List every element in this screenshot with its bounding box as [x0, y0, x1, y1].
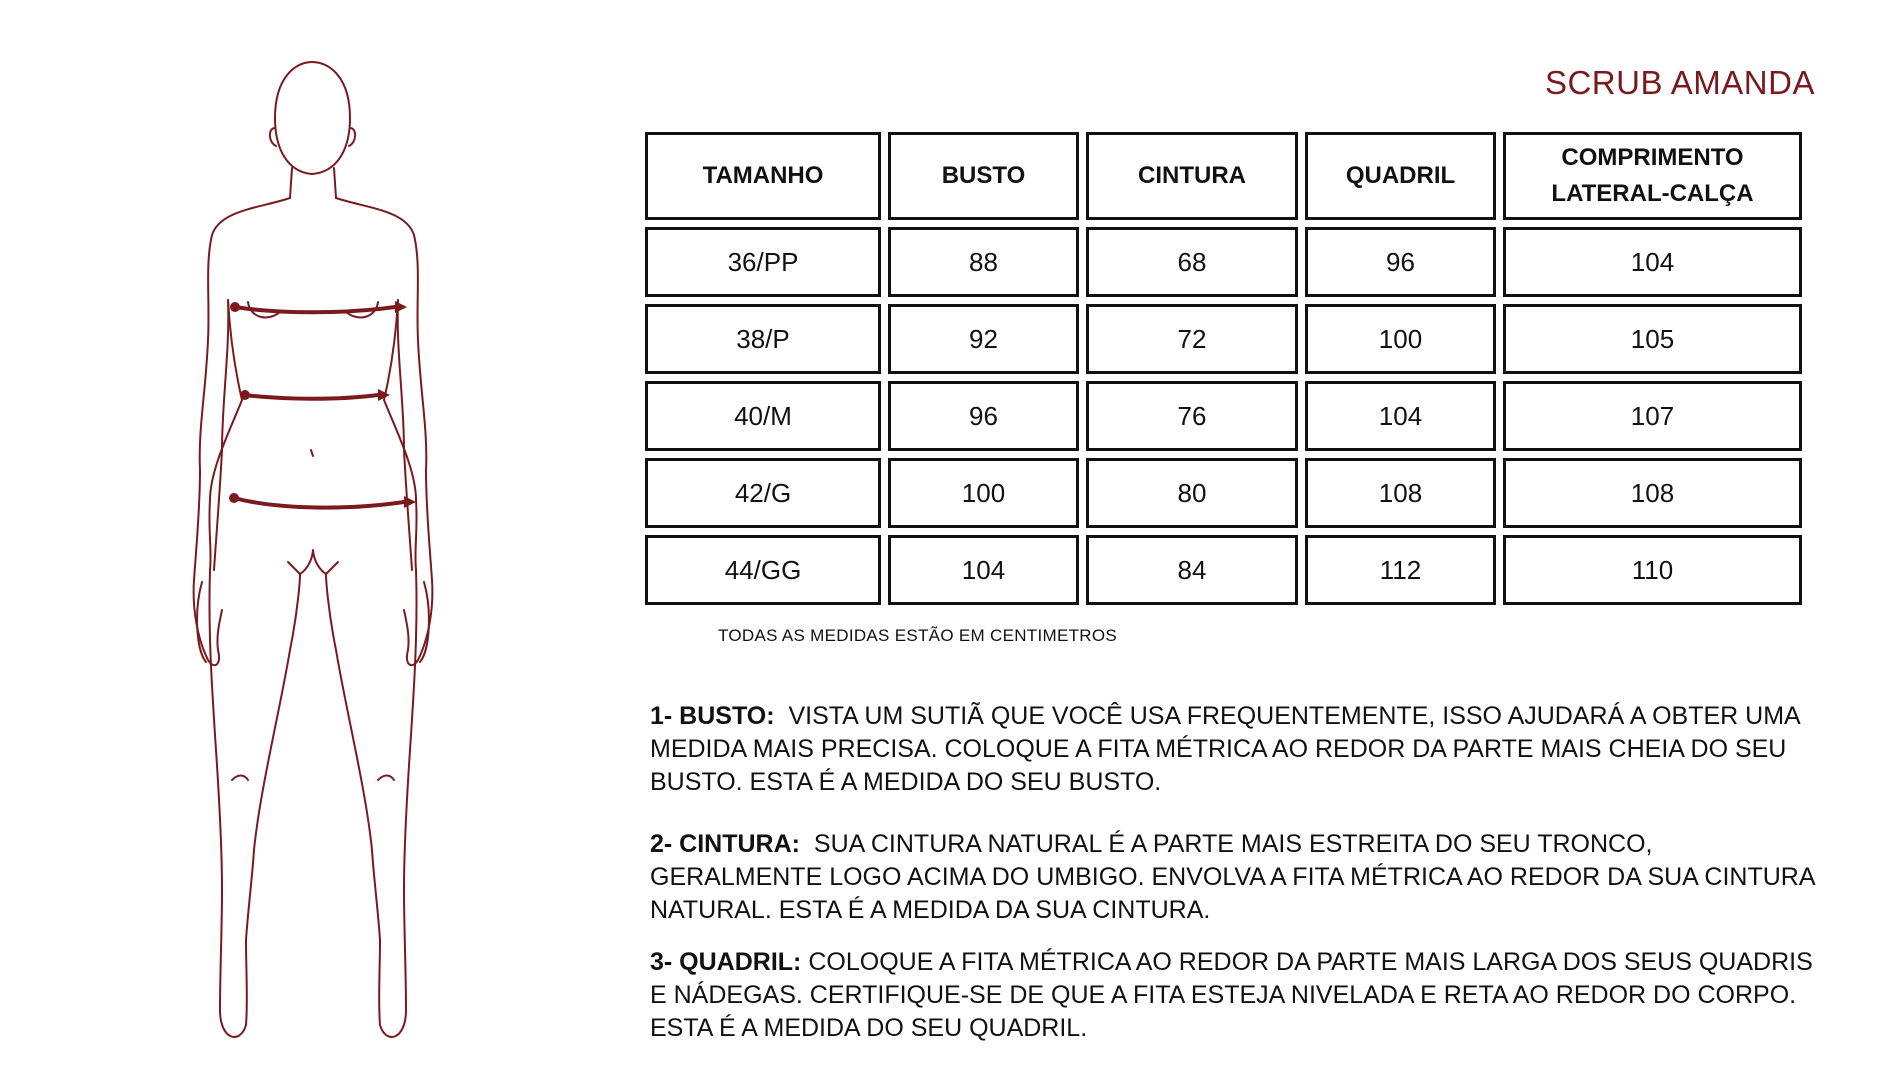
cell-quadril: 104 [1305, 381, 1496, 451]
body-measurement-figure-icon [150, 50, 510, 1060]
table-row [645, 458, 1802, 528]
instruction-quadril [650, 946, 1820, 1045]
instruction-text: VISTA UM SUTIÃ QUE VOCÊ USA FREQUENTEMENTE, ISSO AJUDARÁ A OBTER UMA MEDIDA MAIS PRECISA. COLOQUE A FITA MÉTRICA AO REDOR DA PARTE MAIS CHEIA DO SEU BUSTO. ESTA É A MEDIDA DO SEU BUSTO. [650, 702, 1800, 796]
cell-busto: 104 [888, 535, 1079, 605]
header-comprimento-line1: COMPRIMENTO [1561, 144, 1744, 171]
size-table [638, 125, 1809, 612]
instruction-text: SUA CINTURA NATURAL É A PARTE MAIS ESTREITA DO SEU TRONCO, GERALMENTE LOGO ACIMA DO UMBIGO. ENVOLVA A FITA MÉTRICA AO REDOR DA SUA CINTURA NATURAL. ESTA É A MEDIDA DA SUA CINTURA. [650, 830, 1815, 924]
instruction-cintura [650, 828, 1820, 927]
cell-cintura: 80 [1086, 458, 1298, 528]
cell-comprimento: 105 [1503, 304, 1802, 374]
cell-busto: 96 [888, 381, 1079, 451]
cell-comprimento: 107 [1503, 381, 1802, 451]
cell-size: 38/P [645, 304, 881, 374]
cell-comprimento: 108 [1503, 458, 1802, 528]
cell-quadril: 96 [1305, 227, 1496, 297]
table-header-row [645, 132, 1802, 220]
cell-cintura: 76 [1086, 381, 1298, 451]
cell-cintura: 72 [1086, 304, 1298, 374]
instruction-label: 3- QUADRIL: [650, 948, 802, 976]
cell-quadril: 100 [1305, 304, 1496, 374]
header-busto: BUSTO [888, 132, 1079, 220]
table-row [645, 381, 1802, 451]
cell-size: 42/G [645, 458, 881, 528]
instruction-text: COLOQUE A FITA MÉTRICA AO REDOR DA PARTE MAIS LARGA DOS SEUS QUADRIS E NÁDEGAS. CERTIFIQUE-SE DE QUE A FITA ESTEJA NIVELADA E RETA AO REDOR DO CORPO. ESTA É A MEDIDA DO SEU QUADRIL. [650, 948, 1813, 1042]
table-row [645, 227, 1802, 297]
cell-quadril: 108 [1305, 458, 1496, 528]
measurement-unit-note: TODAS AS MEDIDAS ESTÃO EM CENTIMETROS [718, 626, 1118, 645]
header-cintura: CINTURA [1086, 132, 1298, 220]
table-row [645, 535, 1802, 605]
header-comprimento-line2: LATERAL-CALÇA [1551, 180, 1754, 207]
cell-quadril: 112 [1305, 535, 1496, 605]
instruction-busto [650, 700, 1820, 799]
header-size: TAMANHO [645, 132, 881, 220]
cell-size: 36/PP [645, 227, 881, 297]
cell-busto: 88 [888, 227, 1079, 297]
header-comprimento [1503, 132, 1802, 220]
cell-comprimento: 104 [1503, 227, 1802, 297]
table-row [645, 304, 1802, 374]
cell-busto: 100 [888, 458, 1079, 528]
instruction-label: 2- CINTURA: [650, 830, 800, 858]
cell-size: 44/GG [645, 535, 881, 605]
instruction-label: 1- BUSTO: [650, 702, 775, 730]
cell-cintura: 68 [1086, 227, 1298, 297]
cell-cintura: 84 [1086, 535, 1298, 605]
cell-busto: 92 [888, 304, 1079, 374]
cell-size: 40/M [645, 381, 881, 451]
product-title: SCRUB AMANDA [1544, 64, 1815, 101]
cell-comprimento: 110 [1503, 535, 1802, 605]
header-quadril: QUADRIL [1305, 132, 1496, 220]
